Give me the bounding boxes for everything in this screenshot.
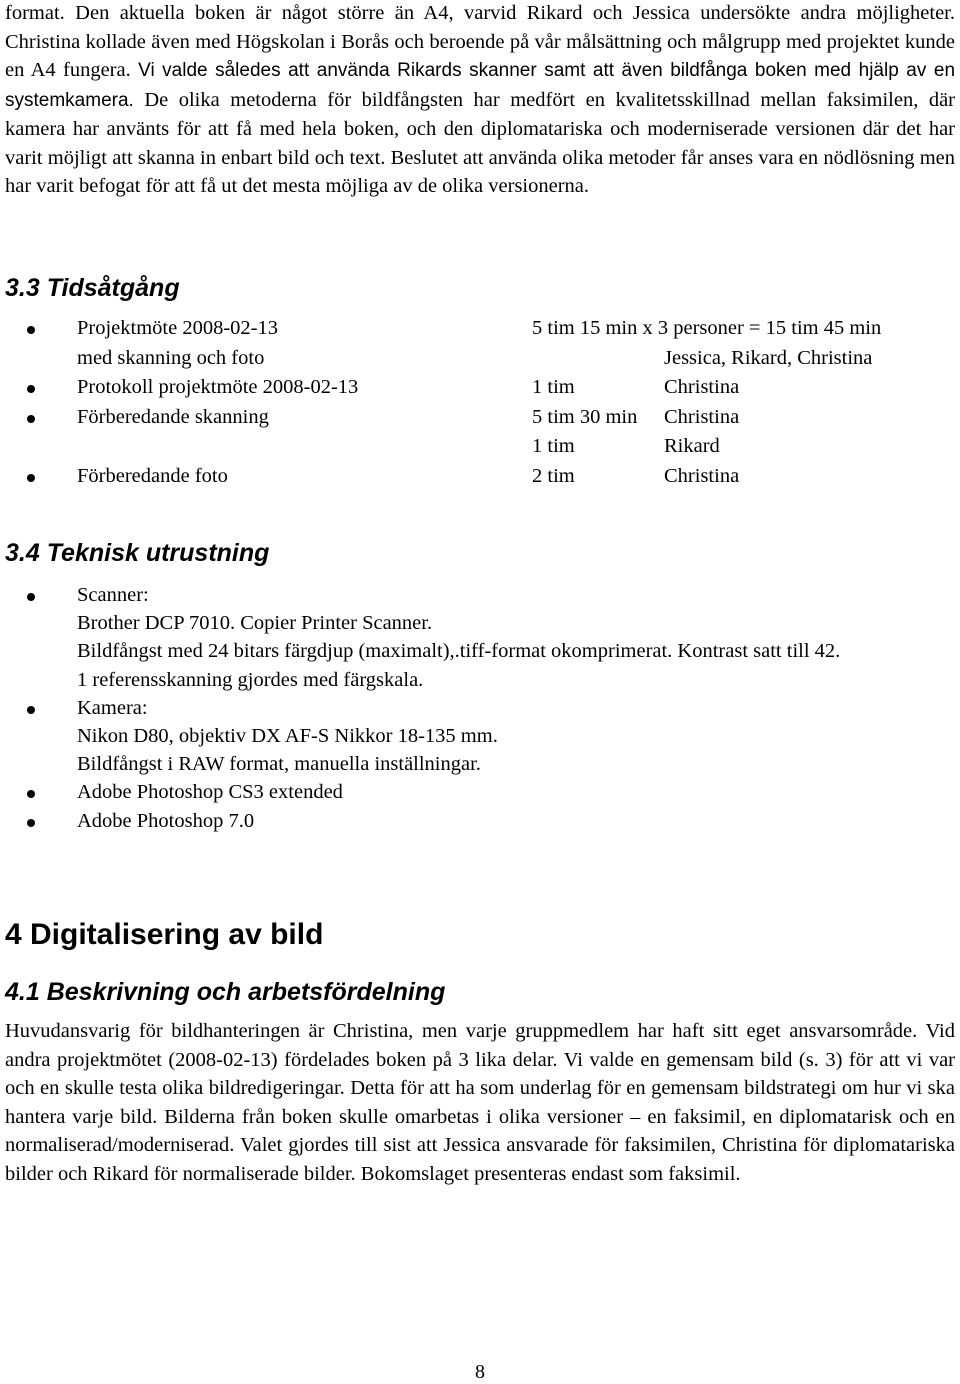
section-heading-3-3: 3.3 Tidsåtgång — [5, 274, 180, 302]
time-row — [5, 314, 955, 344]
time-task: Protokoll projektmöte 2008-02-13 — [77, 376, 359, 398]
time-row — [5, 344, 955, 374]
time-who: Christina — [664, 464, 740, 487]
time-task: Projektmöte 2008-02-13 — [77, 317, 278, 339]
scanner-capture: Bildfångst med 24 bitars färgdjup (maximalt),.tiff-format okomprimerat. Kontrast satt till 42. — [77, 640, 841, 663]
scanner-reference: 1 referensskanning gjordes med färgskala. — [77, 668, 424, 691]
bullet-icon — [27, 474, 35, 482]
time-who: Rikard — [664, 435, 720, 457]
page-number: 8 — [475, 1361, 485, 1383]
section-heading-4: 4 Digitalisering av bild — [5, 918, 324, 951]
software-photoshop-7: Adobe Photoshop 7.0 — [77, 809, 255, 832]
intro-text-1: format. Den aktuella boken är något större än A4, varvid Rikard och Jessica undersökte andra möjligheter. Christina kollade även med Högskolan i Borås och beroende på vår målsättning och målgrupp med projektet kunde en A4 fungera. — [5, 2, 955, 81]
bullet-icon — [27, 706, 35, 714]
bullet-icon — [27, 326, 35, 334]
section-heading-3-4: 3.4 Teknisk utrustning — [5, 539, 270, 567]
list-item-camera — [5, 694, 955, 779]
section-heading-4-1: 4.1 Beskrivning och arbetsfördelning — [5, 978, 446, 1006]
bullet-icon — [27, 819, 35, 827]
time-task: med skanning och foto — [77, 346, 265, 369]
intro-paragraph — [5, 0, 955, 201]
time-amount: 2 tim — [532, 464, 575, 487]
time-row — [5, 373, 955, 403]
camera-label: Kamera: — [77, 696, 148, 719]
list-item-software — [5, 807, 955, 835]
time-row — [5, 403, 955, 433]
time-amount: 1 tim — [532, 435, 575, 457]
equipment-list — [5, 581, 955, 835]
list-item-scanner — [5, 581, 955, 694]
time-who: Jessica, Rikard, Christina — [664, 346, 873, 369]
section-4-1-paragraph: Huvudansvarig för bildhanteringen är Christina, men varje gruppmedlem har haft sitt eget ansvarsområde. Vid andra projektmötet (2008-02-13) fördelades boken på 3 lika delar. Vi valde en gemensam bild (s. 3) för att vi var och en skulle testa olika bildredigeringar. Detta för att ha som underlag för en gemensam bildstrategi om hur vi ska hantera varje bild. Bilderna från boken skulle omarbetas i olika versioner – en faksimil, en diplomatarisk och en normaliserad/moderniserad. Valet gjordes till sist att Jessica ansvarade för faksimilen, Christina för diplomatariska bilder och Rikard för normaliserade bilder. Bokomslaget presenteras endast som faksimil. — [5, 1020, 955, 1185]
list-item-software — [5, 778, 955, 806]
time-who: Christina — [664, 376, 740, 398]
software-photoshop-cs3: Adobe Photoshop CS3 extended — [77, 781, 343, 804]
time-amount: 1 tim — [532, 376, 575, 398]
scanner-model: Brother DCP 7010. Copier Printer Scanner. — [77, 612, 433, 635]
time-row — [5, 462, 955, 492]
intro-text-2: De olika metoderna för bildfångsten har medfört en kvalitetsskillnad mellan faksimilen, där kamera har använts för att få med hela boken, och den diplomatariska och moderniserade versionen där det har varit möjligt att skanna in enbart bild och text. Beslutet att använda olika metoder får anses vara en nödlösning men har varit befogat för att få ut det mesta möjliga av de olika versionerna. — [5, 88, 956, 197]
scanner-label: Scanner: — [77, 584, 149, 606]
time-row — [5, 432, 955, 462]
bullet-icon — [27, 385, 35, 393]
bullet-icon — [27, 415, 35, 423]
time-task: Förberedande foto — [77, 464, 228, 487]
bullet-icon — [27, 593, 35, 601]
camera-model: Nikon D80, objektiv DX AF-S Nikkor 18-135 mm. — [77, 725, 498, 748]
time-amount: 5 tim 30 min — [532, 405, 638, 428]
time-who: Christina — [664, 405, 740, 428]
time-list — [5, 314, 955, 491]
time-amount: 5 tim 15 min x 3 personer = 15 tim 45 min — [532, 317, 882, 339]
intro-text-sans: Vi valde således att använda Rikards skanner samt att även bildfånga boken med hjälp av en systemkamera. — [5, 60, 956, 111]
camera-capture: Bildfångst i RAW format, manuella inställningar. — [77, 753, 481, 776]
time-task: Förberedande skanning — [77, 405, 269, 428]
